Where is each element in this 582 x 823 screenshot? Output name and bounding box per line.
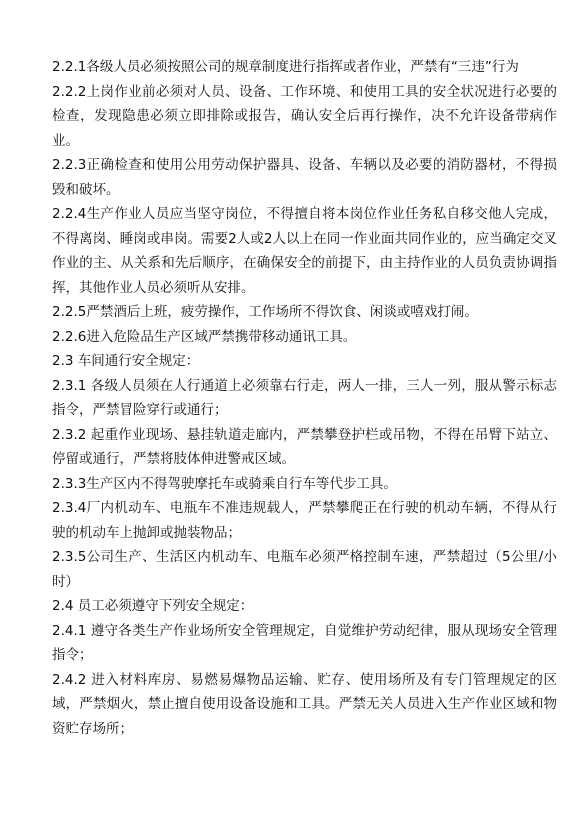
section-2-3-heading: 2.3 车间通行安全规定： [52,353,200,369]
clause-2-4-1: 2.4.1 遵守各类生产作业场所安全管理规定，自觉维护劳动纪律，服从现场安全管理指令； [52,622,557,663]
clause-2-2-2: 2.2.2上岗作业前必须对人员、设备、工作环境、和使用工具的安全状况进行必要的检查，发现隐患必须立即排除或报告，确认安全后再行操作，决不允许设备带病作业。 [52,83,557,149]
clause-2-3-1: 2.3.1 各级人员须在人行通道上必须靠右行走，两人一排，三人一列，服从警示标志指令，严禁冒险穿行或通行； [52,377,557,418]
clause-2-2-3: 2.2.3正确检查和使用公用劳动保护器具、设备、车辆以及必要的消防器材，不得损毁和破坏。 [52,157,557,198]
clause-2-2-5: 2.2.5严禁酒后上班，疲劳操作，工作场所不得饮食、闲谈或嘻戏打闹。 [52,304,478,320]
section-2-4-heading: 2.4 员工必须遵守下列安全规定： [52,598,254,614]
clause-2-3-4: 2.3.4厂内机动车、电瓶车不准违规载人，严禁攀爬正在行驶的机动车辆，不得从行驶的机动车上抛卸或抛装物品； [52,500,557,541]
clause-2-3-2: 2.3.2 起重作业现场、悬挂轨道走廊内，严禁攀登护栏或吊物，不得在吊臂下站立、停留或通行，严禁将肢体伸进警戒区域。 [52,426,557,467]
clause-2-2-1: 2.2.1各级人员必须按照公司的规章制度进行指挥或者作业，严禁有“三违”行为 [52,59,519,75]
clause-2-3-3: 2.3.3生产区内不得驾驶摩托车或骑乘自行车等代步工具。 [52,475,397,492]
document-body [52,55,557,741]
clause-2-4-2: 2.4.2 进入材料库房、易燃易爆物品运输、贮存、使用场所及有专门管理规定的区域，严禁烟火，禁止擅自使用设备设施和工具。严禁无关人员进入生产作业区域和物资贮存场所； [52,671,557,737]
clause-2-2-6: 2.2.6进入危险品生产区域严禁携带移动通讯工具。 [52,328,357,345]
clause-2-3-5: 2.3.5公司生产、生活区内机动车、电瓶车必须严格控制车速，严禁超过（5公里/小时） [52,549,557,590]
clause-2-2-4: 2.2.4生产作业人员应当坚守岗位，不得擅自将本岗位作业任务私自移交他人完成，不得离岗、睡岗或串岗。需要2人或2人以上在同一作业面共同作业的，应当确定交叉作业的主、从关系和先后顺序，在确保安全的前提下，由主持作业的人员负责协调指挥，其他作业人员必须听从安排。 [52,206,557,296]
